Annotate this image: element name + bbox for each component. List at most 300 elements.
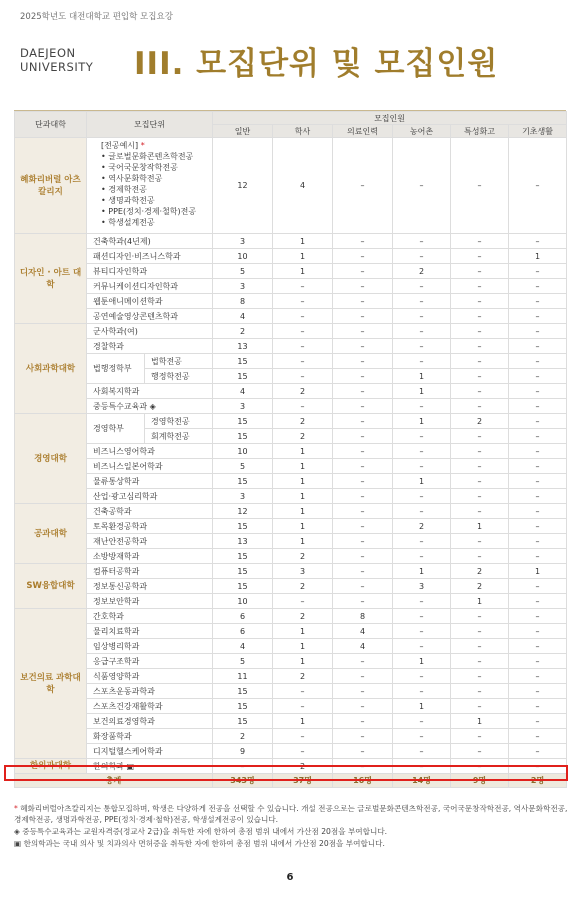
table-cell: – <box>509 609 567 624</box>
table-cell: – <box>333 744 393 759</box>
table-row <box>15 459 567 474</box>
table-cell: – <box>273 354 333 369</box>
total-cell: 14명 <box>393 774 451 788</box>
table-cell: – <box>393 609 451 624</box>
table-cell: – <box>333 138 393 234</box>
unit-name: 경영학부 <box>87 414 145 444</box>
unit-name: 군사학과(여) <box>87 324 213 339</box>
table-cell: – <box>451 399 509 414</box>
major-example: • 경제학전공 <box>101 185 147 194</box>
unit-name: 스포츠운동과학과 <box>87 684 213 699</box>
total-label: 총계 <box>15 774 213 788</box>
sub-unit-name: 회계학전공 <box>145 429 213 444</box>
table-cell: 2 <box>393 519 451 534</box>
table-cell: – <box>509 309 567 324</box>
table-cell: – <box>393 744 451 759</box>
table-cell: 10 <box>213 594 273 609</box>
table-cell: 15 <box>213 354 273 369</box>
unit-name: 재난안전공학과 <box>87 534 213 549</box>
total-cell: 9명 <box>451 774 509 788</box>
unit-name: 컴퓨터공학과 <box>87 564 213 579</box>
table-row <box>15 354 567 369</box>
table-cell: – <box>509 519 567 534</box>
table-cell: – <box>509 669 567 684</box>
table-cell: – <box>393 684 451 699</box>
table-cell: – <box>451 534 509 549</box>
table-cell: – <box>451 249 509 264</box>
unit-name: 공연예술영상콘텐츠학과 <box>87 309 213 324</box>
table-cell: – <box>509 279 567 294</box>
major-example: • 역사문화학전공 <box>101 174 163 183</box>
unit-name: 한의학과 ▣ <box>87 759 213 774</box>
table-cell: – <box>333 294 393 309</box>
table-row <box>15 489 567 504</box>
table-row <box>15 609 567 624</box>
section-title: III. 모집단위 및 모집인원 <box>134 46 499 82</box>
table-cell: 15 <box>213 714 273 729</box>
table-cell: – <box>393 294 451 309</box>
unit-name: 건축학과(4년제) <box>87 234 213 249</box>
table-cell: – <box>509 624 567 639</box>
table-cell: 1 <box>393 369 451 384</box>
header-unit: 모집단위 <box>87 112 213 138</box>
unit-name: 정보통신공학과 <box>87 579 213 594</box>
table-row <box>15 579 567 594</box>
table-row <box>15 654 567 669</box>
table-cell: – <box>273 729 333 744</box>
header-col-bachelor: 학사 <box>273 125 333 138</box>
table-row <box>15 504 567 519</box>
table-cell: 5 <box>213 459 273 474</box>
table-row <box>15 309 567 324</box>
table-cell: – <box>333 714 393 729</box>
footnote-oriental-medicine: ▣ 한의학과는 국내 의사 및 치과의사 면허증을 취득한 자에 한하여 총점 범위 내에서 가산점 20점을 부여합니다. <box>14 839 385 848</box>
table-cell: 15 <box>213 429 273 444</box>
table-cell: – <box>333 309 393 324</box>
table-cell: – <box>509 654 567 669</box>
unit-name: 물류통상학과 <box>87 474 213 489</box>
unit-name: 패션디자인·비즈니스학과 <box>87 249 213 264</box>
table-cell: – <box>509 294 567 309</box>
table-cell: – <box>393 354 451 369</box>
highlight-box <box>4 765 568 781</box>
table-cell: – <box>451 429 509 444</box>
table-cell: 1 <box>393 414 451 429</box>
table-cell: 1 <box>273 474 333 489</box>
table-cell: – <box>333 519 393 534</box>
table-cell: 15 <box>213 519 273 534</box>
table-cell: – <box>273 294 333 309</box>
table-cell: – <box>451 504 509 519</box>
header-college: 단과대학 <box>15 112 87 138</box>
table-cell: 1 <box>451 714 509 729</box>
table-cell: 1 <box>393 654 451 669</box>
table-cell: 1 <box>393 384 451 399</box>
table-cell: – <box>509 579 567 594</box>
table-cell: 2 <box>213 324 273 339</box>
table-cell: 15 <box>213 564 273 579</box>
table-cell: – <box>393 399 451 414</box>
unit-name: 경찰학과 <box>87 339 213 354</box>
table-row <box>15 414 567 429</box>
table-cell: – <box>393 549 451 564</box>
table-row <box>15 294 567 309</box>
table-cell: – <box>451 654 509 669</box>
table-cell: – <box>393 324 451 339</box>
table-cell: – <box>509 339 567 354</box>
college-sw: SW융합대학 <box>15 564 87 609</box>
table-cell: – <box>393 624 451 639</box>
table-cell: 2 <box>273 759 333 774</box>
table-row <box>15 684 567 699</box>
unit-name: 비즈니스영어학과 <box>87 444 213 459</box>
table-cell: 4 <box>213 309 273 324</box>
table-row <box>15 639 567 654</box>
table-cell: – <box>273 399 333 414</box>
table-cell: 5 <box>213 264 273 279</box>
college-business: 경영대학 <box>15 414 87 504</box>
table-cell: – <box>451 294 509 309</box>
unit-name: 토목환경공학과 <box>87 519 213 534</box>
unit-name: 물리치료학과 <box>87 624 213 639</box>
table-cell: – <box>451 264 509 279</box>
table-cell: 1 <box>393 564 451 579</box>
table-cell: – <box>509 414 567 429</box>
university-logo <box>20 46 93 74</box>
table-cell: 1 <box>393 474 451 489</box>
table-cell: – <box>333 414 393 429</box>
page-number: 6 <box>286 872 294 883</box>
table-cell: – <box>393 639 451 654</box>
table-cell: – <box>333 504 393 519</box>
major-example: • 학생설계전공 <box>101 218 155 227</box>
table-row <box>15 714 567 729</box>
table-cell: 1 <box>273 624 333 639</box>
table-cell: 2 <box>273 549 333 564</box>
table-cell: – <box>393 534 451 549</box>
table-cell: 2 <box>273 669 333 684</box>
table-cell: – <box>451 339 509 354</box>
table-cell: 2 <box>273 609 333 624</box>
college-health: 보건의료 과학대학 <box>15 609 87 759</box>
table-cell: – <box>509 549 567 564</box>
table-cell: – <box>451 384 509 399</box>
table-cell: – <box>333 474 393 489</box>
table-cell: 1 <box>451 519 509 534</box>
table-cell: – <box>333 564 393 579</box>
table-row <box>15 474 567 489</box>
table-cell: – <box>509 264 567 279</box>
table-cell: 6 <box>213 609 273 624</box>
college-design: 디자인 · 아트 대학 <box>15 234 87 324</box>
table-cell: 2 <box>393 264 451 279</box>
table-cell: 4 <box>213 639 273 654</box>
table-row <box>15 384 567 399</box>
table-cell: 1 <box>273 654 333 669</box>
table-cell: 4 <box>333 639 393 654</box>
table-cell: – <box>393 459 451 474</box>
table-cell: – <box>509 444 567 459</box>
table-cell: – <box>393 309 451 324</box>
table-cell: – <box>333 489 393 504</box>
table-cell: – <box>333 279 393 294</box>
major-example: • 글로벌문화콘텐츠학전공 <box>101 152 194 161</box>
table-cell: – <box>509 759 567 774</box>
brand-line-2: UNIVERSITY <box>20 60 94 74</box>
major-examples-title: [전공예시] * <box>101 141 145 150</box>
table-cell: – <box>393 729 451 744</box>
unit-name: 임상병리학과 <box>87 639 213 654</box>
table-cell: 8 <box>213 294 273 309</box>
table-row <box>15 234 567 249</box>
table-cell: – <box>451 699 509 714</box>
table-cell: – <box>509 369 567 384</box>
table-cell: – <box>273 309 333 324</box>
table-cell: 4 <box>333 624 393 639</box>
table-cell: – <box>333 384 393 399</box>
unit-name: 커뮤니케이션디자인학과 <box>87 279 213 294</box>
table-cell: 1 <box>509 249 567 264</box>
table-row <box>15 669 567 684</box>
table-cell: – <box>333 234 393 249</box>
table-cell: 13 <box>213 534 273 549</box>
table-cell: 3 <box>213 234 273 249</box>
unit-name: 비즈니스일본어학과 <box>87 459 213 474</box>
table-row <box>15 699 567 714</box>
table-cell: – <box>273 279 333 294</box>
table-cell: – <box>451 609 509 624</box>
table-cell: 3 <box>273 564 333 579</box>
table-cell: – <box>393 714 451 729</box>
table-cell: 1 <box>273 234 333 249</box>
table-cell: – <box>273 324 333 339</box>
table-cell: – <box>333 339 393 354</box>
table-cell: – <box>213 759 273 774</box>
table-cell: 15 <box>213 549 273 564</box>
table-cell: 1 <box>273 264 333 279</box>
table-cell: 12 <box>213 138 273 234</box>
table-cell: 12 <box>213 504 273 519</box>
table-cell: 15 <box>213 414 273 429</box>
table-cell: – <box>451 624 509 639</box>
table-cell: 2 <box>273 429 333 444</box>
table-cell: – <box>273 339 333 354</box>
table-cell: – <box>451 309 509 324</box>
unit-name: 식품영양학과 <box>87 669 213 684</box>
total-cell: 37명 <box>273 774 333 788</box>
table-cell: – <box>393 279 451 294</box>
table-row <box>15 744 567 759</box>
table-cell: – <box>393 504 451 519</box>
table-cell: – <box>451 324 509 339</box>
table-cell: 1 <box>273 504 333 519</box>
header-col-basic-livelihood: 기초생활 <box>509 125 567 138</box>
college-oriental: 한의과대학 <box>15 759 87 774</box>
table-cell: 10 <box>213 249 273 264</box>
table-cell: – <box>333 669 393 684</box>
table-cell: – <box>333 654 393 669</box>
table-cell: – <box>509 729 567 744</box>
table-cell: – <box>333 759 393 774</box>
table-row <box>15 444 567 459</box>
table-cell: – <box>509 429 567 444</box>
table-cell: – <box>451 549 509 564</box>
table-cell: – <box>509 459 567 474</box>
table-row <box>15 594 567 609</box>
table-cell: – <box>451 279 509 294</box>
table-cell: 1 <box>273 519 333 534</box>
table-cell: – <box>393 489 451 504</box>
table-cell: 15 <box>213 474 273 489</box>
unit-name: 건축공학과 <box>87 504 213 519</box>
table-cell: – <box>509 234 567 249</box>
table-cell: 3 <box>393 579 451 594</box>
table-cell: – <box>451 729 509 744</box>
table-cell: – <box>451 639 509 654</box>
header-col-rural: 농어촌 <box>393 125 451 138</box>
table-cell: – <box>509 744 567 759</box>
unit-name: 스포츠건강재활학과 <box>87 699 213 714</box>
unit-name: 산업·광고심리학과 <box>87 489 213 504</box>
table-cell: 1 <box>393 699 451 714</box>
unit-name: 화장품학과 <box>87 729 213 744</box>
college-engineering: 공과대학 <box>15 504 87 564</box>
unit-name: 간호학과 <box>87 609 213 624</box>
college-social: 사회과학대학 <box>15 324 87 414</box>
sub-unit-name: 경영학전공 <box>145 414 213 429</box>
table-cell: – <box>333 594 393 609</box>
table-cell: – <box>451 744 509 759</box>
table-cell: 5 <box>213 654 273 669</box>
table-cell: – <box>509 474 567 489</box>
table-cell: – <box>509 324 567 339</box>
table-cell: 1 <box>273 714 333 729</box>
table-row <box>15 279 567 294</box>
table-cell: – <box>393 669 451 684</box>
table-cell: 2 <box>451 564 509 579</box>
table-cell: – <box>451 444 509 459</box>
table-cell: – <box>509 639 567 654</box>
table-cell: – <box>333 444 393 459</box>
table-cell: – <box>509 138 567 234</box>
footnotes <box>14 803 570 850</box>
unit-name: 중등특수교육과 ◈ <box>87 399 213 414</box>
table-cell: 1 <box>509 564 567 579</box>
table-cell: 1 <box>451 594 509 609</box>
unit-name: 뷰티디자인학과 <box>87 264 213 279</box>
table-cell: – <box>509 534 567 549</box>
table-cell: – <box>333 369 393 384</box>
table-cell: – <box>509 594 567 609</box>
table-cell: – <box>509 504 567 519</box>
table-cell: – <box>451 369 509 384</box>
table-cell: – <box>273 684 333 699</box>
table-cell: 1 <box>273 639 333 654</box>
table-row <box>15 399 567 414</box>
table-cell: 1 <box>273 534 333 549</box>
table-row <box>15 534 567 549</box>
table-cell: – <box>333 459 393 474</box>
table-cell: – <box>333 354 393 369</box>
table-cell: – <box>451 669 509 684</box>
college-hashira: 혜화리버럴 아츠칼리지 <box>15 138 87 234</box>
sub-unit-name: 행정학전공 <box>145 369 213 384</box>
unit-name: 법행정학부 <box>87 354 145 384</box>
table-cell: – <box>393 339 451 354</box>
table-cell: – <box>509 489 567 504</box>
table-cell: – <box>451 684 509 699</box>
table-cell: 2 <box>273 414 333 429</box>
unit-name: 응급구조학과 <box>87 654 213 669</box>
quota-table <box>14 111 567 788</box>
running-title: 2025학년도 대전대학교 편입학 모집요강 <box>20 12 173 22</box>
table-cell: 4 <box>213 384 273 399</box>
header-col-vocational: 특성화고 <box>451 125 509 138</box>
unit-name: 웹툰애니메이션학과 <box>87 294 213 309</box>
table-cell: – <box>333 729 393 744</box>
table-cell: 2 <box>213 729 273 744</box>
major-example: • PPE(정치·경제·철학)전공 <box>101 207 197 216</box>
table-cell: 4 <box>273 138 333 234</box>
footnote-liberal-arts: * 혜화리버럴아츠칼리지는 통합모집하며, 학생은 다양하게 전공을 선택할 수 있습니다. 개설 전공으로는 글로벌문화콘텐츠학전공, 국어국문창작학전공, 역사문화학전공, 경제학전공, 생명과학전공, PPE(정치·경제·철학)전공, 학생설계전공이 있습니다. <box>14 804 568 824</box>
major-examples <box>87 138 213 234</box>
header-col-medical: 의료인력 <box>333 125 393 138</box>
table-cell: – <box>333 429 393 444</box>
table-cell: 11 <box>213 669 273 684</box>
table-cell: – <box>451 234 509 249</box>
table-row <box>15 729 567 744</box>
table-row <box>15 324 567 339</box>
table-row <box>15 624 567 639</box>
table-cell: – <box>393 429 451 444</box>
table-cell: – <box>393 594 451 609</box>
total-cell: 2명 <box>509 774 567 788</box>
table-cell: 15 <box>213 699 273 714</box>
table-cell: 15 <box>213 579 273 594</box>
table-cell: 8 <box>333 609 393 624</box>
table-cell: 1 <box>273 249 333 264</box>
unit-name: 소방방재학과 <box>87 549 213 564</box>
table-cell: 3 <box>213 489 273 504</box>
table-cell: – <box>509 699 567 714</box>
table-cell: – <box>393 249 451 264</box>
table-cell: – <box>393 138 451 234</box>
table-cell: – <box>393 759 451 774</box>
table-cell: – <box>333 264 393 279</box>
header-quota: 모집인원 <box>213 112 567 125</box>
table-cell: – <box>451 459 509 474</box>
table-cell: – <box>273 369 333 384</box>
table-cell: 3 <box>213 399 273 414</box>
total-cell: 343명 <box>213 774 273 788</box>
table-cell: – <box>451 489 509 504</box>
table-cell: – <box>333 324 393 339</box>
table-row <box>15 519 567 534</box>
table-cell: – <box>273 699 333 714</box>
table-cell: – <box>451 138 509 234</box>
table-cell: – <box>333 249 393 264</box>
table-cell: – <box>451 474 509 489</box>
table-cell: 2 <box>451 579 509 594</box>
major-example: • 생명과학전공 <box>101 196 155 205</box>
table-cell: 15 <box>213 369 273 384</box>
table-cell: 9 <box>213 744 273 759</box>
major-example: • 국어국문창작학전공 <box>101 163 178 172</box>
table-cell: 6 <box>213 624 273 639</box>
table-cell: – <box>509 399 567 414</box>
unit-name: 사회복지학과 <box>87 384 213 399</box>
table-row <box>15 249 567 264</box>
